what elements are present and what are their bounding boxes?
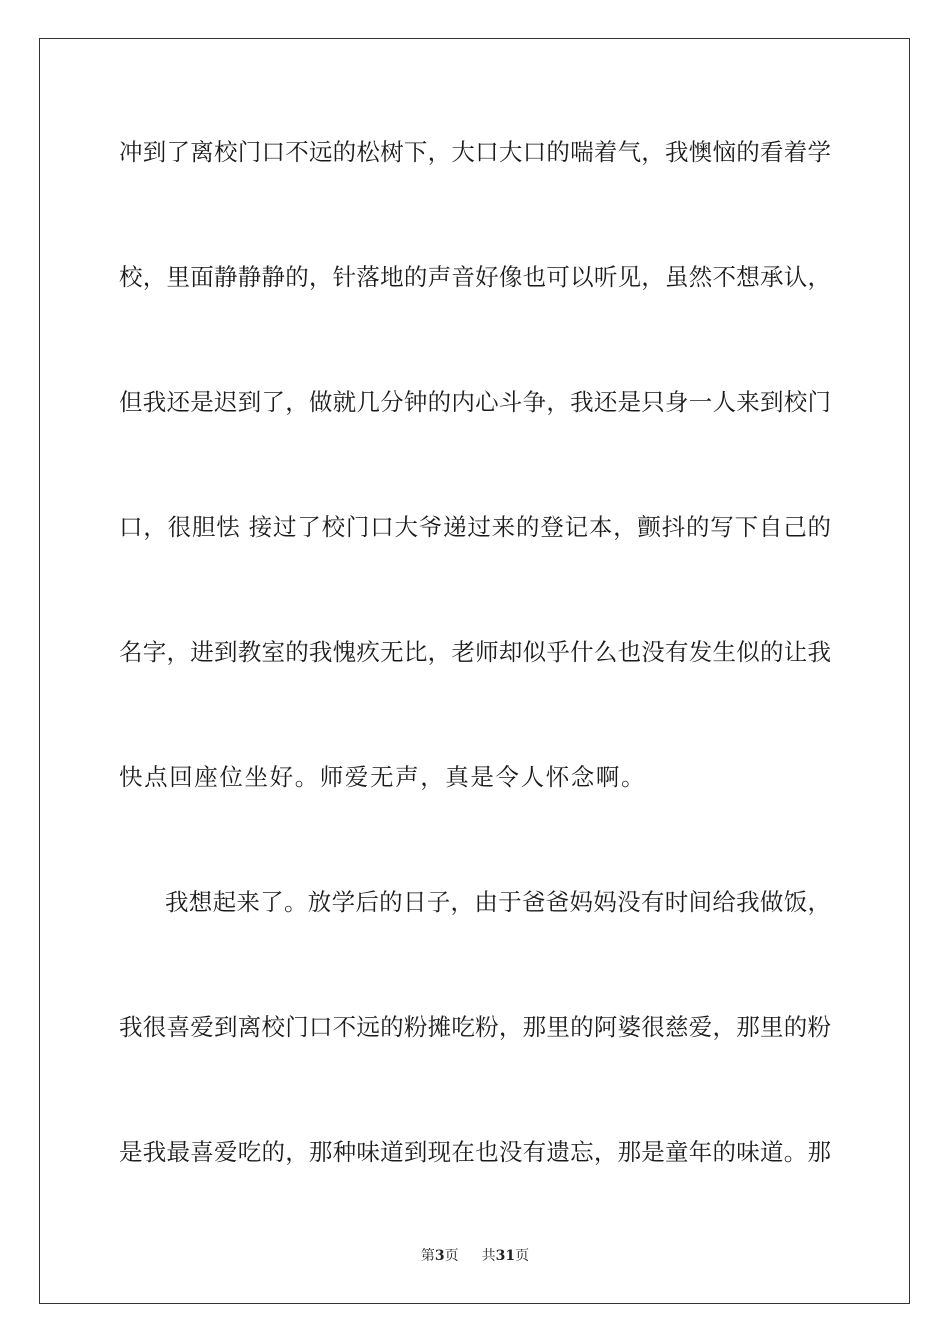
page-border (39, 38, 910, 1304)
text-line: 校，里面静静静的，针落地的声音好像也可以听见，虽然不想承认， (119, 263, 831, 291)
page-indicator (421, 1248, 463, 1264)
page-footer (0, 1247, 950, 1265)
total-pages-indicator (482, 1248, 529, 1264)
text-line: 冲到了离校门口不远的松树下，大口大口的喘着气，我懊恼的看着学 (119, 138, 831, 166)
page-number: 3 (434, 1248, 445, 1264)
text-line: 我想起来了。放学后的日子，由于爸爸妈妈没有时间给我做饭， (165, 888, 831, 916)
text-line: 我很喜爱到离校门口不远的粉摊吃粉，那里的阿婆很慈爱，那里的粉 (119, 1013, 831, 1041)
text-line: 口，很胆怯 接过了校门口大爷递过来的登记本，颤抖的写下自己的 (119, 513, 831, 541)
total-pages-number: 31 (495, 1248, 516, 1264)
text-line: 但我还是迟到了，做就几分钟的内心斗争，我还是只身一人来到校门 (119, 388, 831, 416)
total-suffix: 页 (515, 1248, 530, 1264)
page-prefix: 第 (420, 1248, 435, 1264)
text-line: 名字，进到教室的我愧疚无比，老师却似乎什么也没有发生似的让我 (119, 638, 831, 666)
text-line: 快点回座位坐好。师爱无声，真是令人怀念啊。 (119, 763, 647, 791)
page-suffix: 页 (444, 1248, 459, 1264)
total-prefix: 共 (481, 1248, 496, 1264)
text-line: 是我最喜爱吃的，那种味道到现在也没有遗忘，那是童年的味道。那 (119, 1138, 831, 1166)
